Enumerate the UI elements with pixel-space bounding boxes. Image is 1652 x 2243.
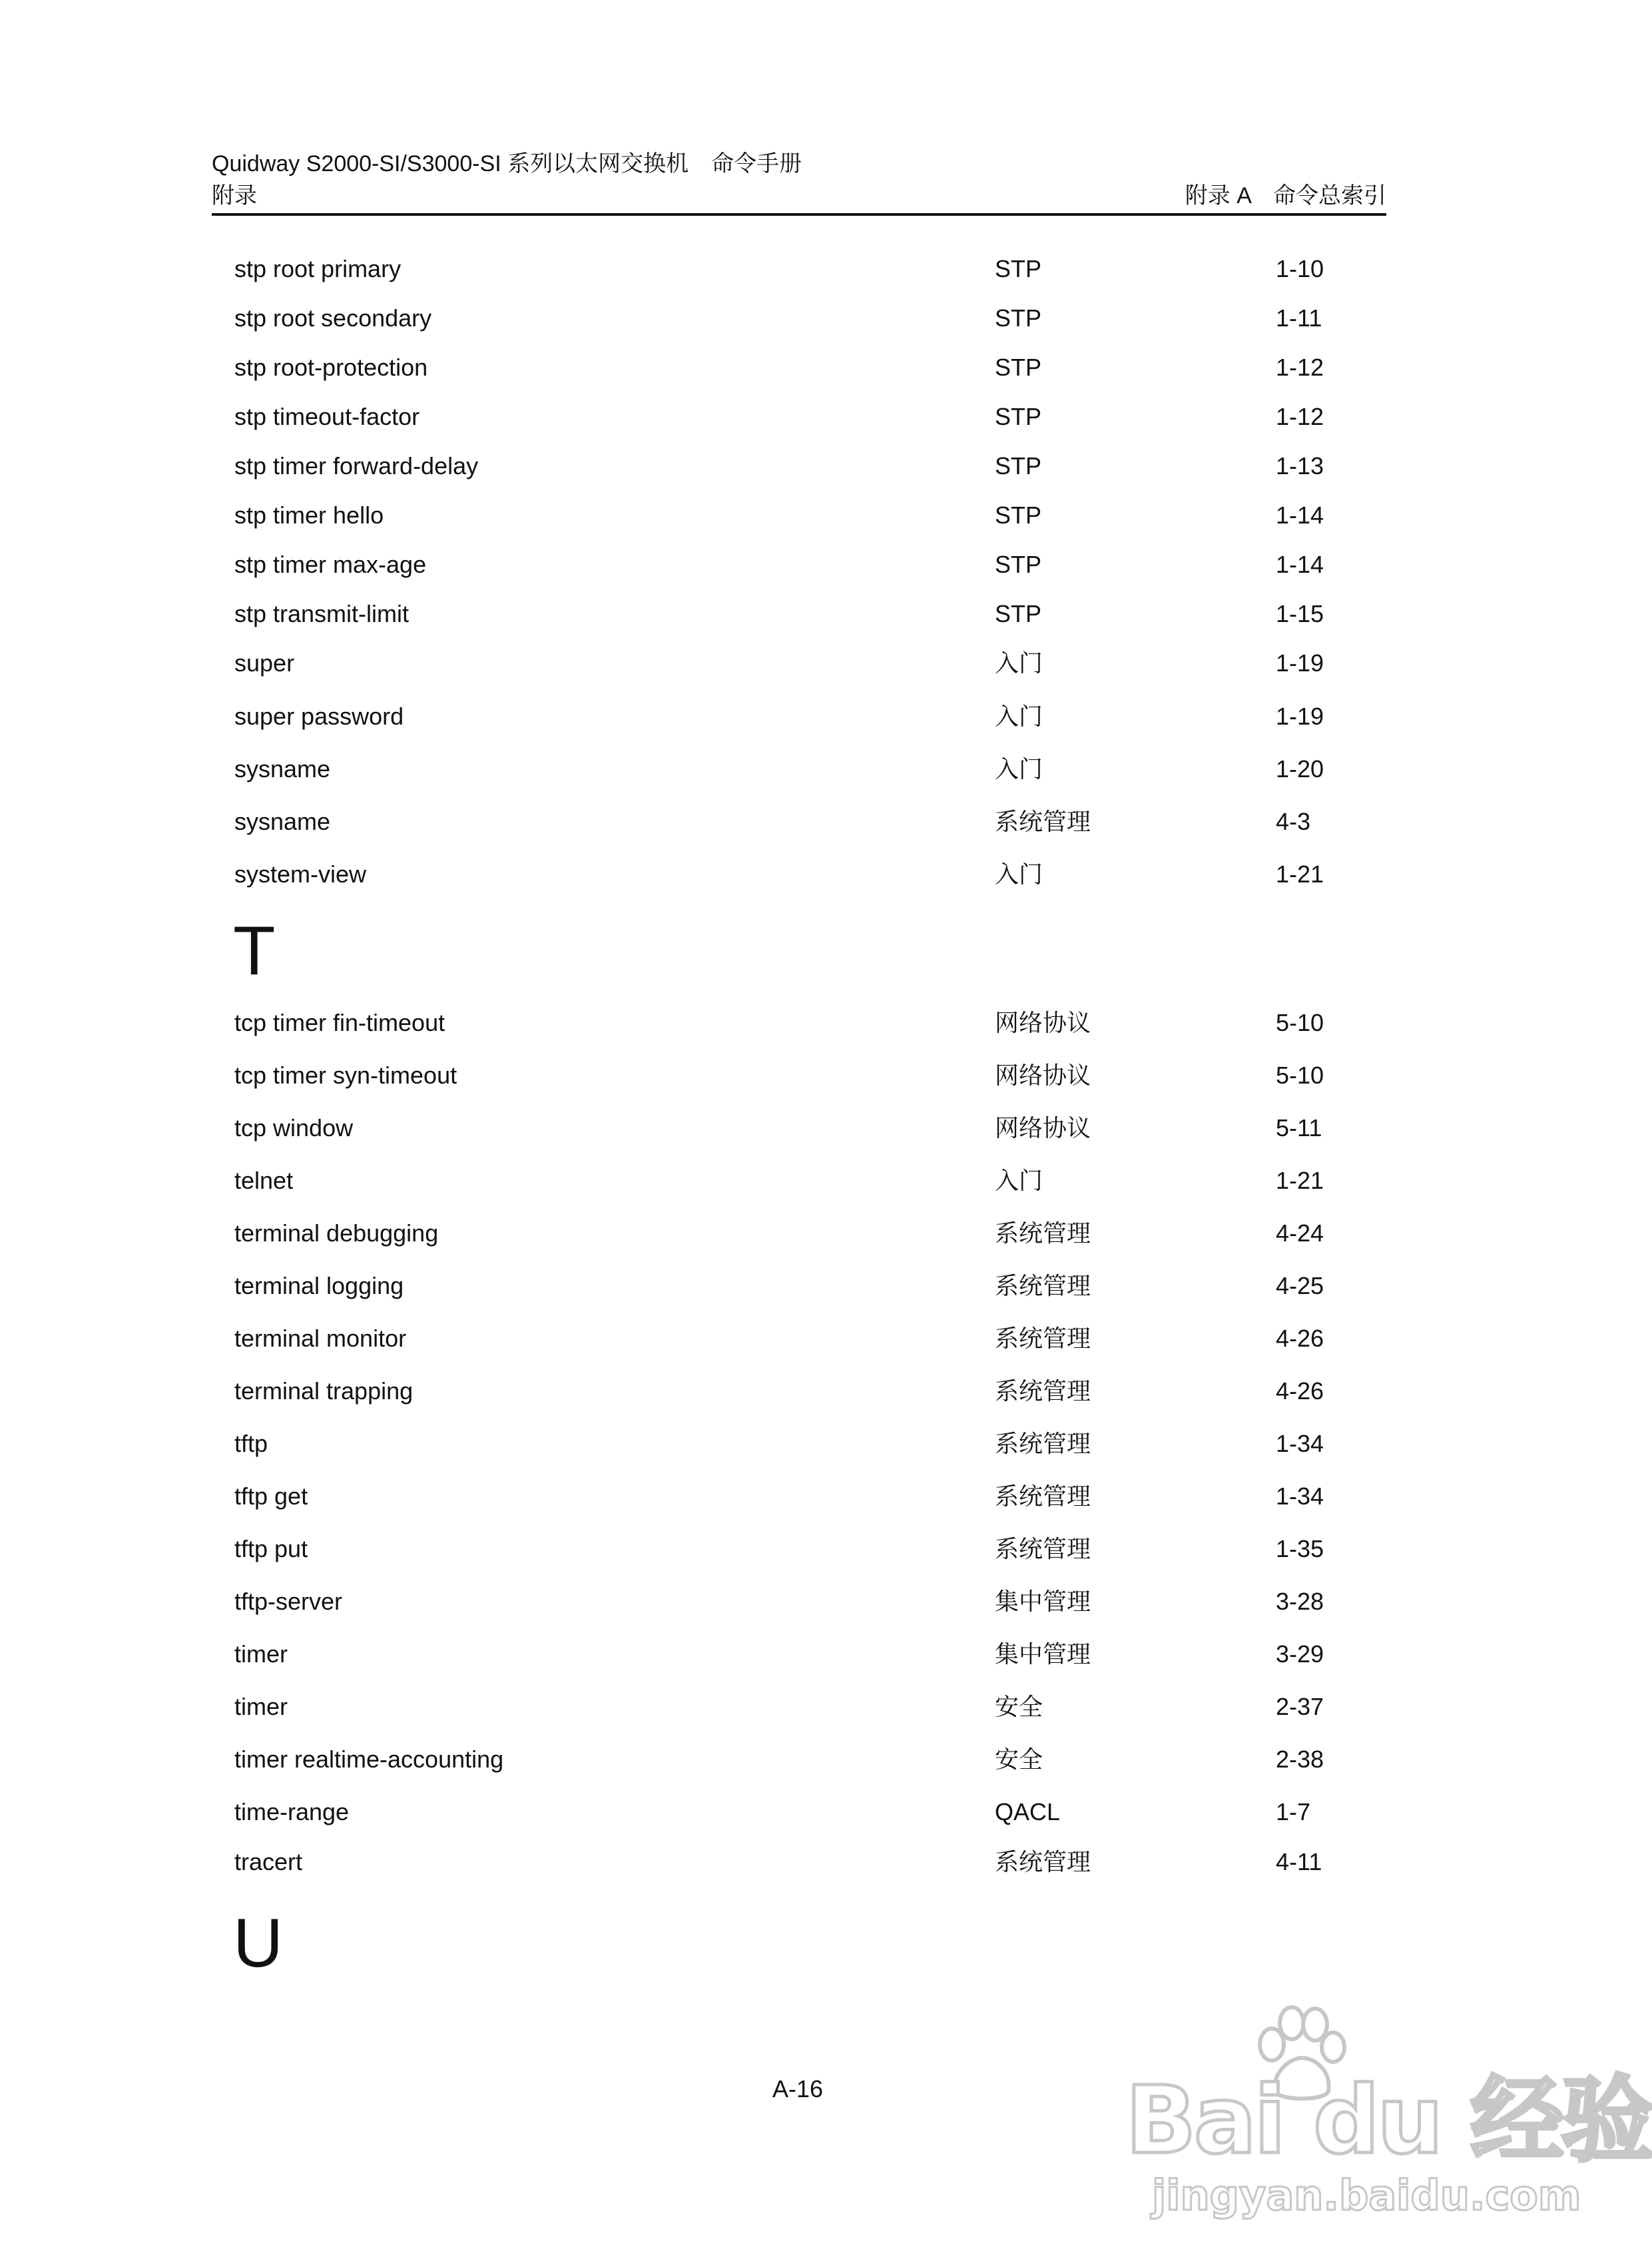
page-number: A-16 [772, 2075, 824, 2102]
command-name: stp timer max-age [234, 551, 427, 578]
index-row [0, 1266, 1585, 1306]
index-row [0, 1371, 1585, 1411]
module-name: STP [995, 354, 1042, 381]
module-name: STP [995, 551, 1042, 578]
command-name: terminal trapping [234, 1377, 413, 1405]
command-name: tftp put [234, 1535, 308, 1562]
command-name: stp transmit-limit [234, 600, 410, 627]
page-ref: 3-28 [1276, 1588, 1324, 1615]
module-name: 网络协议 [995, 1062, 1091, 1089]
index-row [0, 1476, 1585, 1516]
watermark-brand: Bai du 经验 [1125, 2067, 1652, 2175]
module-name: STP [995, 255, 1042, 282]
page-ref: 5-10 [1276, 1009, 1324, 1036]
module-name: 安全 [995, 1746, 1043, 1773]
index-row [0, 643, 1585, 683]
index-row [0, 298, 1585, 338]
page-ref: 5-10 [1276, 1062, 1324, 1089]
index-row [0, 1056, 1585, 1096]
page-ref: 2-37 [1276, 1693, 1324, 1720]
module-name: 集中管理 [995, 1588, 1091, 1615]
command-name: tcp timer fin-timeout [234, 1009, 445, 1036]
command-name: super password [234, 703, 404, 730]
page-ref: 5-11 [1276, 1114, 1322, 1141]
page-ref: 1-14 [1276, 501, 1324, 529]
page-ref: 1-19 [1276, 703, 1324, 730]
section-line [212, 180, 1386, 212]
index-row [0, 1582, 1585, 1622]
page-ref: 4-3 [1276, 808, 1311, 835]
command-name: terminal debugging [234, 1219, 439, 1247]
module-name: 集中管理 [995, 1640, 1091, 1668]
module-name: 系统管理 [995, 808, 1091, 835]
module-name: STP [995, 452, 1042, 480]
index-row [0, 1529, 1585, 1569]
command-name: system-view [234, 860, 367, 888]
module-name: 安全 [995, 1693, 1043, 1720]
index-row [0, 1634, 1585, 1674]
module-name: 系统管理 [995, 1848, 1091, 1875]
section-right: 附录 A 命令总索引 [1185, 183, 1386, 208]
page-ref: 1-21 [1276, 860, 1324, 888]
index-row [0, 446, 1585, 486]
page-ref: 1-11 [1276, 304, 1322, 332]
command-name: timer [234, 1640, 288, 1668]
module-name: 入门 [995, 1167, 1043, 1194]
letter-heading-u: U [233, 1905, 284, 1982]
page-ref: 1-12 [1276, 354, 1324, 381]
command-name: stp timeout-factor [234, 403, 420, 430]
command-name: tftp-server [234, 1588, 343, 1615]
index-row [0, 1108, 1585, 1148]
command-name: stp timer hello [234, 501, 384, 529]
module-name: 网络协议 [995, 1114, 1091, 1141]
page-ref: 1-12 [1276, 403, 1324, 430]
page-ref: 1-10 [1276, 255, 1324, 282]
page-ref: 4-24 [1276, 1219, 1324, 1247]
index-row [0, 249, 1585, 289]
page-ref: 1-20 [1276, 755, 1324, 783]
index-row [0, 802, 1585, 842]
index-row [0, 1319, 1585, 1359]
command-name: terminal logging [234, 1272, 404, 1299]
page-ref: 4-11 [1276, 1848, 1322, 1875]
page-ref: 1-34 [1276, 1430, 1324, 1457]
page-ref: 1-19 [1276, 649, 1324, 677]
module-name: 系统管理 [995, 1272, 1091, 1299]
page-ref: 3-29 [1276, 1640, 1324, 1668]
index-row [0, 495, 1585, 535]
module-name: 系统管理 [995, 1535, 1091, 1562]
command-name: time-range [234, 1798, 350, 1825]
index-row [0, 1687, 1585, 1727]
module-name: 网络协议 [995, 1009, 1091, 1036]
page-ref: 2-38 [1276, 1746, 1324, 1773]
index-row [0, 1792, 1585, 1832]
page-ref: 4-26 [1276, 1377, 1324, 1405]
module-name: 系统管理 [995, 1325, 1091, 1352]
command-name: stp timer forward-delay [234, 452, 479, 480]
index-row [0, 594, 1585, 634]
command-name: terminal monitor [234, 1325, 407, 1352]
module-name: 入门 [995, 860, 1043, 888]
index-row [0, 1740, 1585, 1779]
page-ref: 1-14 [1276, 551, 1324, 578]
index-row [0, 1842, 1585, 1882]
module-name: STP [995, 403, 1042, 430]
command-name: stp root secondary [234, 304, 432, 332]
page-ref: 4-26 [1276, 1325, 1324, 1352]
page-header [212, 148, 1386, 212]
index-row [0, 545, 1585, 585]
index-row [0, 697, 1585, 737]
command-name: stp root primary [234, 255, 402, 282]
module-name: 入门 [995, 755, 1043, 783]
page-ref: 1-7 [1276, 1798, 1311, 1825]
index-row [0, 1213, 1585, 1253]
command-name: tcp window [234, 1114, 354, 1141]
page-ref: 1-15 [1276, 600, 1324, 627]
command-name: tftp [234, 1430, 268, 1457]
command-name: tracert [234, 1848, 303, 1875]
index-row [0, 1003, 1585, 1043]
page-ref: 1-21 [1276, 1167, 1324, 1194]
command-name: sysname [234, 808, 331, 835]
command-name: timer [234, 1693, 288, 1720]
index-row [0, 397, 1585, 437]
module-name: QACL [995, 1798, 1061, 1825]
baidu-jingyan-watermark [1125, 2005, 1652, 2224]
index-row [0, 348, 1585, 388]
module-name: 系统管理 [995, 1430, 1091, 1457]
module-name: STP [995, 501, 1042, 529]
header-rule [212, 213, 1386, 216]
index-row [0, 749, 1585, 789]
section-left: 附录 [212, 183, 257, 208]
command-name: stp root-protection [234, 354, 428, 381]
letter-heading-t: T [233, 912, 276, 990]
command-name: telnet [234, 1167, 294, 1194]
command-name: super [234, 649, 295, 677]
page-ref: 1-35 [1276, 1535, 1324, 1562]
module-name: 系统管理 [995, 1377, 1091, 1405]
command-name: timer realtime-accounting [234, 1746, 504, 1773]
module-name: 入门 [995, 703, 1043, 730]
module-name: 系统管理 [995, 1219, 1091, 1247]
watermark-url: jingyan.baidu.com [1152, 2171, 1581, 2220]
command-name: sysname [234, 755, 331, 783]
module-name: 入门 [995, 649, 1043, 677]
command-name: tcp timer syn-timeout [234, 1062, 457, 1089]
module-name: STP [995, 600, 1042, 627]
page-ref: 1-34 [1276, 1482, 1324, 1510]
index-row [0, 854, 1585, 894]
module-name: STP [995, 304, 1042, 332]
page-ref: 1-13 [1276, 452, 1324, 480]
index-row [0, 1424, 1585, 1464]
manual-title: Quidway S2000-SI/S3000-SI 系列以太网交换机 命令手册 [212, 151, 802, 176]
page-ref: 4-25 [1276, 1272, 1324, 1299]
command-name: tftp get [234, 1482, 308, 1510]
module-name: 系统管理 [995, 1482, 1091, 1510]
index-row [0, 1161, 1585, 1201]
